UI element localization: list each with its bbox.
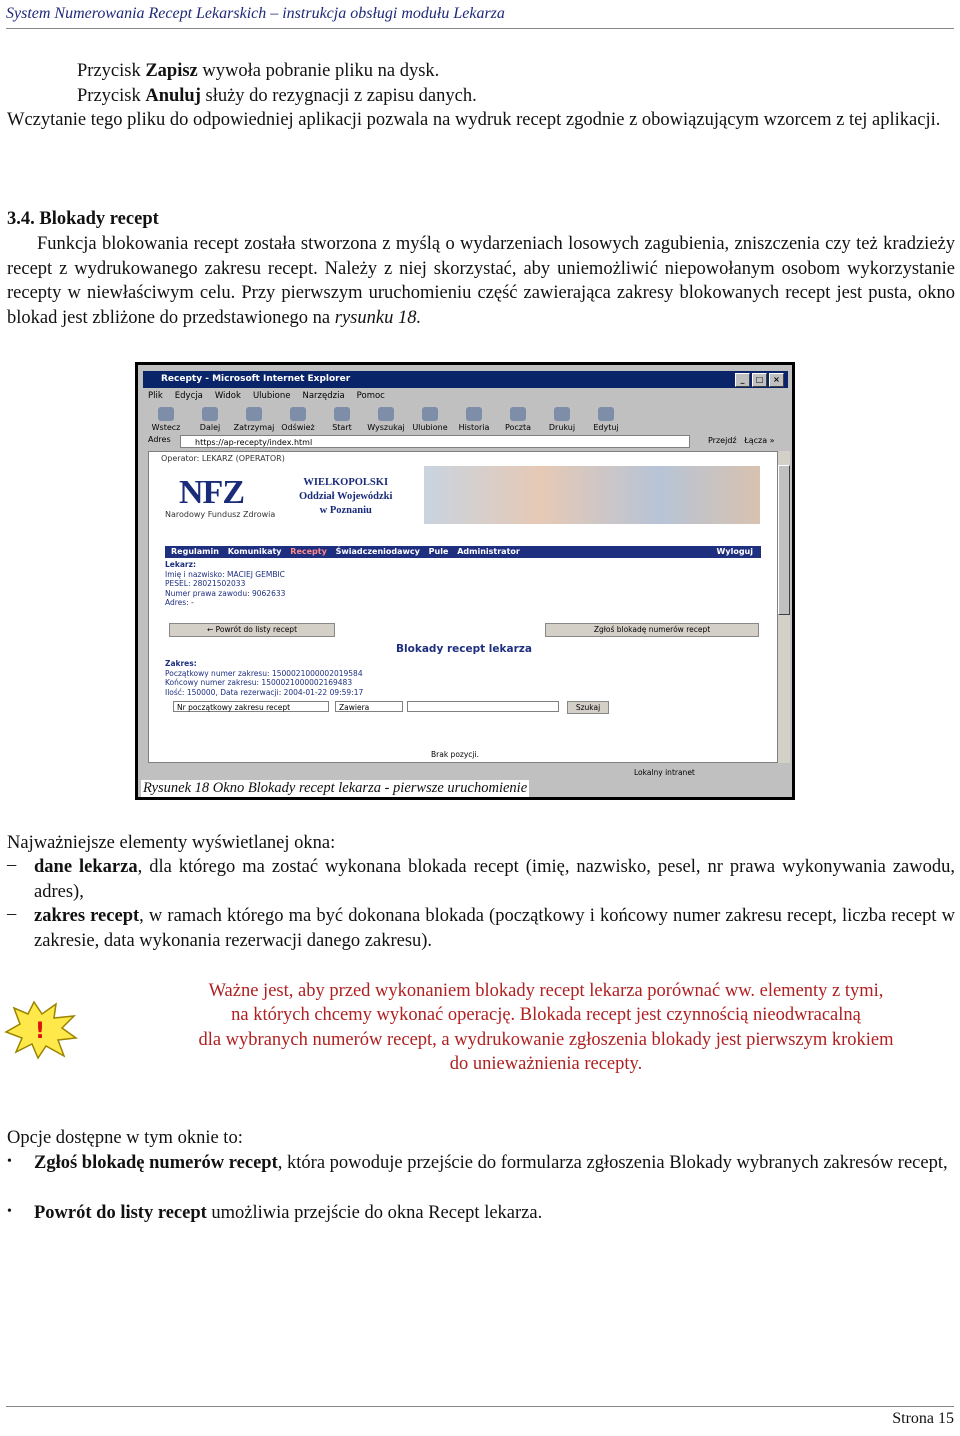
address-label: Adres [148, 435, 171, 444]
scrollbar[interactable] [778, 451, 790, 763]
options-intro: Opcje dostępne w tym oknie to: [7, 1128, 243, 1148]
warning-line-3: dla wybranych numerów recept, a wydrukowanie zgłoszenia blokady jest pierwszym krokiem [198, 1030, 894, 1050]
window-title: Recepty - Microsoft Internet Explorer [161, 374, 351, 384]
close-button[interactable]: × [769, 373, 784, 387]
nav-regulamin[interactable]: Regulamin [171, 547, 219, 556]
stop-button[interactable]: Zatrzymaj [236, 407, 272, 437]
element-item-1: dane lekarza, dla którego ma zostać wykonana blokada recept (imię, nazwisko, pesel, nr prawa wykonywania zawodu, adres), [34, 857, 956, 902]
nav-pule[interactable]: Pule [428, 547, 449, 556]
nav-komunikaty[interactable]: Komunikaty [227, 547, 282, 556]
menu-bar [148, 391, 385, 401]
running-header: System Numerowania Recept Lekarskich – instrukcja obsługi modułu Lekarza [6, 5, 505, 22]
filter-value-input[interactable] [407, 701, 559, 712]
mail-icon [510, 407, 526, 421]
favorites-button[interactable]: Ulubione [412, 407, 448, 437]
toolbar [148, 407, 788, 437]
menu-tools[interactable]: Narzędzia [302, 391, 345, 401]
list-dash: – [7, 855, 17, 875]
maximize-button[interactable]: □ [752, 373, 767, 387]
links-button[interactable]: Łącza » [744, 436, 775, 445]
nav-recepty[interactable]: Recepty [290, 547, 327, 556]
search-icon [378, 407, 394, 421]
menu-edit[interactable]: Edycja [174, 391, 203, 401]
refresh-icon [290, 407, 306, 421]
site-nav [165, 546, 761, 558]
menu-favorites[interactable]: Ulubione [252, 391, 291, 401]
zapisz-paragraph: Przycisk Zapisz wywoła pobranie pliku na dysk. [77, 61, 440, 81]
nav-administrator[interactable]: Administrator [457, 547, 520, 556]
home-button[interactable]: Start [324, 407, 360, 437]
footer-rule [6, 1406, 954, 1407]
zone-label: Lokalny intranet [634, 768, 695, 777]
blocks-title: Blokady recept lekarza [396, 643, 532, 655]
warning-line-1: Ważne jest, aby przed wykonaniem blokady recept lekarza porównać ww. elementy z tymi, [208, 981, 884, 1001]
operator-label: Operator: LEKARZ (OPERATOR) [161, 454, 285, 463]
go-button[interactable]: Przejdź [708, 436, 737, 445]
page-number: Strona 15 [892, 1410, 954, 1427]
search-submit-button[interactable]: Szukaj [567, 701, 609, 714]
back-button[interactable]: Wstecz [148, 407, 184, 437]
history-button[interactable]: Historia [456, 407, 492, 437]
menu-view[interactable]: Widok [214, 391, 241, 401]
print-button[interactable]: Drukuj [544, 407, 580, 437]
nfz-subtitle: Narodowy Fundusz Zdrowia [165, 510, 276, 519]
forward-button[interactable]: Dalej [192, 407, 228, 437]
report-block-button[interactable]: Zgłoś blokadę numerów recept [545, 623, 759, 637]
header-rule [6, 28, 954, 29]
range-info: Zakres: Początkowy numer zakresu: 1500021000002019584 Końcowy numer zakresu: 1500021000002169483 Ilość: 150000, Data rezerwacji: 2004-01-22 09:59:17 [165, 659, 364, 697]
favorites-icon [422, 407, 438, 421]
history-icon [466, 407, 482, 421]
warning-icon [4, 1000, 78, 1060]
no-items-label: Brak pozycji. [431, 750, 479, 759]
mail-button[interactable]: Poczta [500, 407, 536, 437]
nav-logout[interactable]: Wyloguj [716, 547, 753, 556]
figure-screenshot [135, 362, 795, 800]
menu-help[interactable]: Pomoc [356, 391, 385, 401]
section-heading: 3.4. Blokady recept [7, 209, 159, 229]
list-dash: – [7, 904, 17, 924]
anuluj-paragraph: Przycisk Anuluj służy do rezygnacji z zapisu danych. [77, 86, 477, 106]
elements-intro: Najważniejsze elementy wyświetlanej okna: [7, 833, 336, 853]
home-icon [334, 407, 350, 421]
figure-caption: Rysunek 18 Okno Blokady recept lekarza - pierwsze uruchomienie [143, 780, 528, 796]
option-item-2: Powrót do listy recept umożliwia przejście do okna Recept lekarza. [34, 1203, 543, 1223]
nfz-logo: NFZ [179, 474, 244, 511]
menu-file[interactable]: Plik [148, 391, 163, 401]
edit-icon [598, 407, 614, 421]
filter-op-select[interactable]: Zawiera [335, 701, 403, 712]
option-item-1: Zgłoś blokadę numerów recept, która powoduje przejście do formularza zgłoszenia Blokady wybranych zakresów recept, [34, 1153, 948, 1173]
scroll-thumb[interactable] [778, 465, 790, 615]
filter-field-select[interactable]: Nr początkowy zakresu recept [173, 701, 329, 712]
element-item-2: zakres recept, w ramach którego ma być dokonana blokada (początkowy i końcowy numer zakresu recept, liczba recept w zakresie, data wykonania rezerwacji danego zakresu). [34, 906, 955, 951]
warning-line-4: do unieważnienia recepty. [449, 1054, 643, 1074]
search-button[interactable]: Wyszukaj [368, 407, 404, 437]
doctor-info: Lekarz: Imię i nazwisko: MACIEJ GEMBIC PESEL: 28021502033 Numer prawa zawodu: 9062633 Adres: - [165, 560, 286, 607]
page-viewport [148, 451, 778, 763]
bullet: • [7, 1154, 12, 1169]
section-body: Funkcja blokowania recept została stworzona z myślą o wydarzeniach losowych zagubienia, zniszczenia czy też kradzieży recept z wydrukowanego zakresu recept. Należy z niej skorzystać, aby uniemożliwić niepowołanym osobom wykorzystanie recepty w niewłaściwym celu. Przy pierwszym uruchomieniu część zawierająca zakresy blokowanych recept jest pusta, okno blokad jest zbliżone do przedstawionego na rysunku 18. [7, 234, 955, 329]
window-controls [735, 373, 784, 387]
svg-text:!: ! [34, 1019, 46, 1044]
stop-icon [246, 407, 262, 421]
refresh-button[interactable]: Odśwież [280, 407, 316, 437]
window-titlebar [143, 371, 788, 388]
print-icon [554, 407, 570, 421]
address-bar [148, 435, 788, 449]
bullet: • [7, 1204, 12, 1219]
nav-swiadczeniodawcy[interactable]: Świadczeniodawcy [335, 547, 420, 556]
address-input[interactable]: https://ap-recepty/index.html [180, 435, 690, 448]
warning-line-2: na których chcemy wykonać operację. Blokada recept jest czynnością nieodwracalną [231, 1005, 861, 1025]
back-icon [158, 407, 174, 421]
status-bar [144, 766, 790, 779]
banner-photo [424, 466, 760, 524]
address-right [708, 436, 775, 445]
minimize-button[interactable]: _ [735, 373, 750, 387]
region-label: WIELKOPOLSKI Oddział Wojewódzki w Poznaniu [299, 477, 393, 516]
edit-button[interactable]: Edytuj [588, 407, 624, 437]
wczytanie-paragraph: Wczytanie tego pliku do odpowiedniej aplikacji pozwala na wydruk recept zgodnie z obowiązującym wzorcem z tej aplikacji. [7, 110, 941, 130]
forward-icon [202, 407, 218, 421]
back-to-list-button[interactable]: ← Powrót do listy recept [169, 623, 335, 637]
